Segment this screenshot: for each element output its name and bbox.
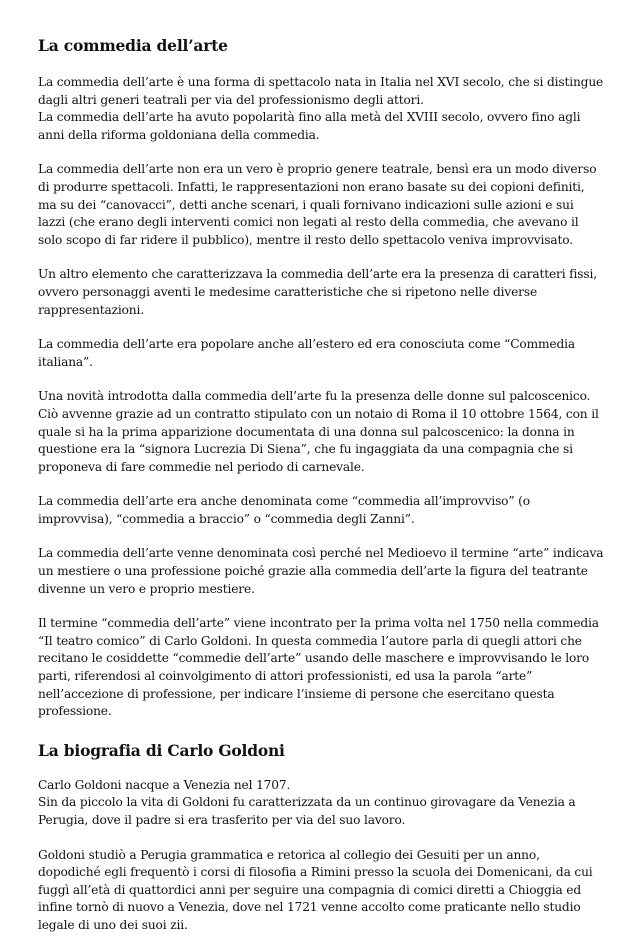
- paragraph-line: Sin da piccolo la vita di Goldoni fu caratterizzata da un continuo girovagare da Venezia a Perugia, dove il padre si era trasferito per via del suo lavoro.: [38, 795, 576, 827]
- paragraph: [38, 388, 604, 476]
- paragraph-line: La commedia dell’arte non era un vero è proprio genere teatrale, bensì era un modo diverso di produrre spettacoli. Infatti, le rappresentazioni non erano basate su dei copioni definiti, ma su dei “canovacci”, detti anche scenari, i quali fornivano indicazioni sulle azioni e sui lazzi (che erano degli interventi comici non legati al resto della commedia, che avevano il solo scopo di far ridere il pubblico), mentre il resto dello spettacolo veniva improvvisato.: [38, 162, 597, 247]
- paragraph-line: La commedia dell’arte ha avuto popolarità fino alla metà del XVIII secolo, ovvero fino agli anni della riforma goldoniana della commedia.: [38, 110, 581, 142]
- paragraph: [38, 847, 604, 935]
- paragraph-line: La commedia dell’arte era popolare anche all’estero ed era conosciuta come “Commedia italiana”.: [38, 337, 575, 369]
- paragraph-line: Una novità introdotta dalla commedia dell’arte fu la presenza delle donne sul palcoscenico. Ciò avvenne grazie ad un contratto stipulato con un notaio di Roma il 10 ottobre 1564, con il quale si ha la prima apparizione documentata di una donna sul palcoscenico: la donna in questione era la “signora Lucrezia Di Siena”, che fu ingaggiata da una compagnia che si proponeva di fare commedie nel periodo di carnevale.: [38, 389, 599, 474]
- paragraph-line: Goldoni studiò a Perugia grammatica e retorica al collegio dei Gesuiti per un anno, dopodiché egli frequentò i corsi di filosofia a Rimini presso la scuola dei Domenicani, da cui fuggì all’età di quattordici anni per seguire una compagnia di comici diretti a Chioggia ed infine tornò di nuovo a Venezia, dove nel 1721 venne accolto come praticante nello studio legale di uno dei suoi zii.: [38, 847, 593, 932]
- section-title-commedia: La commedia dell’arte: [38, 36, 228, 55]
- paragraph: [38, 545, 604, 598]
- paragraph-line: La commedia dell’arte è una forma di spettacolo nata in Italia nel XVI secolo, che si distingue dagli altri generi teatrali per via del professionismo degli attori.: [38, 75, 604, 107]
- paragraph-line: La commedia dell’arte venne denominata così perché nel Medioevo il termine “arte” indicava un mestiere o una professione poiché grazie alla commedia dell’arte la figura del teatrante divenne un vero e proprio mestiere.: [38, 546, 604, 596]
- paragraph: [38, 336, 604, 371]
- section-title-biografia: La biografia di Carlo Goldoni: [38, 740, 285, 760]
- document-page: [38, 36, 604, 952]
- paragraph: [38, 777, 604, 830]
- paragraph: [38, 161, 604, 249]
- paragraph-line: Un altro elemento che caratterizzava la commedia dell’arte era la presenza di caratteri fissi, ovvero personaggi aventi le medesime caratteristiche che si ripetono nelle diverse rappresentazioni.: [38, 267, 597, 317]
- paragraph: [38, 266, 604, 319]
- paragraph: [38, 493, 604, 528]
- paragraph: [38, 74, 604, 144]
- paragraph-line: Carlo Goldoni nacque a Venezia nel 1707.: [38, 777, 291, 792]
- paragraph: [38, 615, 604, 721]
- paragraph-line: Il termine “commedia dell’arte” viene incontrato per la prima volta nel 1750 nella commedia “Il teatro comico” di Carlo Goldoni. In questa commedia l’autore parla di quegli attori che recitano le cosiddette “commedie dell’arte” usando delle maschere e improvvisando le loro parti, riferendosi al coinvolgimento di attori professionisti, ed usa la parola “arte” nell’accezione di professione, per indicare l’insieme di persone che esercitano questa professione.: [38, 616, 599, 719]
- paragraph-line: La commedia dell’arte era anche denominata come “commedia all’improvviso” (o improvvisa), “commedia a braccio” o “commedia degli Zanni”.: [38, 494, 530, 526]
